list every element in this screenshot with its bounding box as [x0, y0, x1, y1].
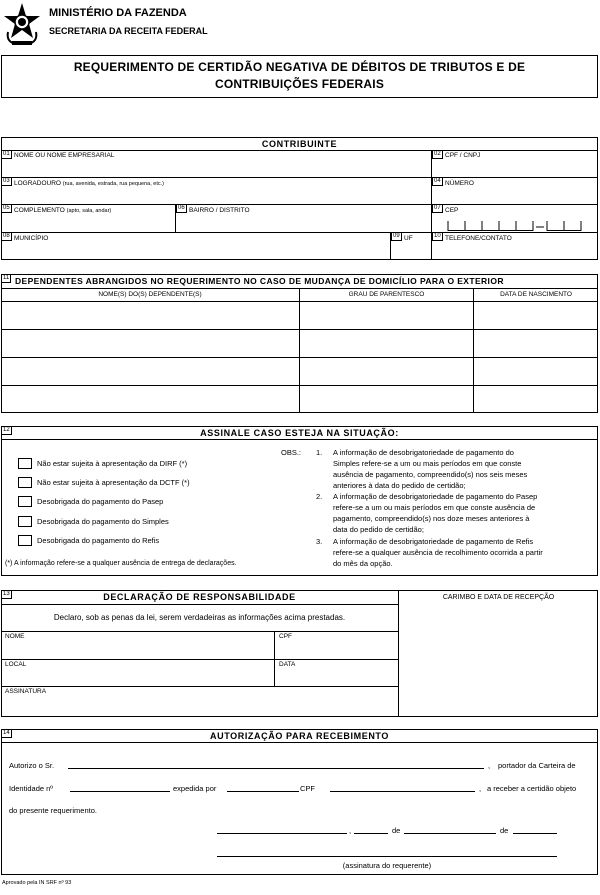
- declaracao-title: DECLARAÇÃO DE RESPONSABILIDADE: [103, 592, 296, 602]
- obs-2-number: 2.: [316, 492, 323, 501]
- obs-2-line: data do pedido de certidão;: [333, 525, 424, 534]
- municipio-field[interactable]: [2, 243, 389, 259]
- field-num-01: 01: [3, 151, 10, 157]
- situacao-footnote: (*) A informação refere-se a qualquer ausência de entrega de declarações.: [5, 560, 237, 567]
- obs-1-line: Simples refere-se a um ou mais períodos em que conste: [333, 459, 522, 468]
- simples-checkbox[interactable]: [18, 516, 32, 527]
- parentesco-header: GRAU DE PARENTESCO: [348, 291, 425, 298]
- declaracao-text: Declaro, sob as penas da lei, serem verdadeiras as informações acima prestadas.: [53, 613, 346, 622]
- field-num-06: 06: [178, 205, 185, 211]
- obs-1-line: ausência de pagamento, compreendido(s) nos seis meses: [333, 470, 528, 479]
- obs-1-number: 1.: [316, 448, 323, 457]
- situacao-title: ASSINALE CASO ESTEJA NA SITUAÇÃO:: [200, 428, 399, 438]
- de-label-1: de: [392, 826, 401, 835]
- month-field[interactable]: [404, 822, 496, 834]
- bairro-field[interactable]: [177, 216, 430, 231]
- municipio-label: MUNICÍPIO: [14, 235, 49, 242]
- logradouro-hint: (rua, avenida, estrada, rua pequena, etc.): [62, 181, 164, 187]
- declaracao-data-field[interactable]: [276, 670, 397, 685]
- dirf-option-label: Não estar sujeita à apresentação da DIRF (*): [37, 459, 188, 468]
- dependentes-title: DEPENDENTES ABRANGIDOS NO REQUERIMENTO NO CASO DE MUDANÇA DE DOMICÍLIO PARA O EXTERIOR: [15, 276, 504, 286]
- ministry-name: MINISTÉRIO DA FAZENDA: [49, 7, 187, 19]
- cpf-cnpj-field[interactable]: [433, 161, 597, 176]
- field-num-09: 09: [393, 233, 400, 239]
- carimbo-label: CARIMBO E DATA DE RECEPÇÃO: [442, 594, 555, 601]
- dependente-row[interactable]: [2, 302, 597, 329]
- obs-2-line: A informação de desobrigatoriedade de pagamento do Pasep: [333, 492, 538, 501]
- obs-3-number: 3.: [316, 537, 323, 546]
- expedida-field[interactable]: [227, 780, 299, 792]
- obs-3-line: do mês da opção.: [333, 559, 393, 568]
- name-field[interactable]: [2, 161, 430, 176]
- form-title-line1: REQUERIMENTO DE CERTIDÃO NEGATIVA DE DÉBITOS DE TRIBUTOS E DE: [73, 60, 526, 74]
- autorizo-comma: ,: [488, 761, 491, 770]
- uf-label: UF: [404, 235, 413, 242]
- autorizacao-cpf-label: CPF: [300, 784, 315, 793]
- dependente-row[interactable]: [2, 358, 597, 385]
- section-num-12: 12: [3, 427, 10, 433]
- logradouro-label-text: LOGRADOURO: [14, 180, 61, 187]
- footer-approval: Aprovado pela IN SRF nº 93: [2, 880, 72, 886]
- autorizo-label: Autorizo o Sr.: [9, 761, 55, 770]
- refis-checkbox[interactable]: [18, 535, 32, 546]
- cpf-comma: ,: [479, 784, 482, 793]
- obs-label: OBS.:: [281, 448, 302, 457]
- presente-label: do presente requerimento.: [9, 806, 97, 815]
- secretariat-name: SECRETARIA DA RECEITA FEDERAL: [49, 26, 208, 36]
- name-field-label: NOME OU NOME EMPRESARIAL: [14, 152, 115, 159]
- logradouro-label: [14, 180, 164, 188]
- numero-field[interactable]: [433, 188, 597, 203]
- complemento-field[interactable]: [2, 216, 174, 231]
- obs-2-line: refere-se a um ou mais períodos em que conste ausência de: [333, 503, 536, 512]
- section-num-11: 11: [3, 275, 10, 281]
- identidade-field[interactable]: [70, 780, 170, 792]
- declaracao-nome-label: NOME: [5, 633, 25, 640]
- requerente-signature-field[interactable]: [217, 845, 557, 857]
- autorizacao-cpf-field[interactable]: [330, 780, 475, 792]
- complemento-label: [14, 207, 111, 215]
- cep-label: CEP: [445, 207, 459, 214]
- local-date-field[interactable]: [217, 822, 347, 834]
- field-num-10: 10: [434, 233, 441, 239]
- complemento-label-text: COMPLEMENTO: [14, 207, 65, 214]
- expedida-label: expedida por: [173, 784, 217, 793]
- local-comma: ,: [349, 826, 352, 835]
- dependente-row[interactable]: [2, 330, 597, 357]
- complemento-hint: (apto, sala, andar): [66, 208, 112, 214]
- simples-option-label: Desobrigada do pagamento do Simples: [37, 517, 169, 526]
- year-field[interactable]: [513, 822, 557, 834]
- coat-of-arms-logo: [2, 2, 42, 46]
- cpf-cnpj-label: CPF / CNPJ: [445, 152, 481, 159]
- dirf-checkbox[interactable]: [18, 458, 32, 469]
- day-field[interactable]: [354, 822, 388, 834]
- de-label-2: de: [500, 826, 509, 835]
- telefone-label: TELEFONE/CONTATO: [445, 235, 512, 242]
- field-num-05: 05: [3, 205, 10, 211]
- identidade-label: Identidade nº: [9, 784, 54, 793]
- cep-field[interactable]: [445, 216, 595, 231]
- obs-1-line: A informação de desobrigatoriedade de pagamento do: [333, 448, 514, 457]
- obs-2-line: pagamento, compreendido(s) nos doze meses anteriores à: [333, 514, 530, 523]
- pasep-checkbox[interactable]: [18, 496, 32, 507]
- pasep-option-label: Desobrigada do pagamento do Pasep: [37, 497, 164, 506]
- declaracao-assinatura-label: ASSINATURA: [5, 688, 47, 695]
- field-num-04: 04: [434, 178, 441, 184]
- dependente-row[interactable]: [2, 386, 597, 412]
- numero-label: NÚMERO: [445, 180, 474, 187]
- assinatura-requerente-label: (assinatura do requerente): [342, 861, 432, 870]
- field-num-02: 02: [434, 151, 441, 157]
- bairro-label: BAIRRO / DISTRITO: [189, 207, 250, 214]
- declaracao-assinatura-field[interactable]: [2, 697, 397, 716]
- dctf-option-label: Não estar sujeita à apresentação da DCTF (*): [37, 478, 190, 487]
- dependente-name-header: NOME(S) DO(S) DEPENDENTE(S): [98, 291, 202, 298]
- obs-3-line: refere-se a qualquer ausência de recolhimento ocorrida a partir: [333, 548, 543, 557]
- telefone-field[interactable]: [433, 243, 597, 259]
- field-num-03: 03: [3, 178, 10, 184]
- nascimento-header: DATA DE NASCIMENTO: [500, 291, 572, 298]
- autorizado-nome-field[interactable]: [68, 757, 484, 769]
- declaracao-nome-field[interactable]: [2, 642, 273, 658]
- form-title-line2: CONTRIBUIÇÕES FEDERAIS: [214, 77, 385, 91]
- section-num-13: 13: [3, 591, 10, 597]
- receber-label: a receber a certidão objeto: [487, 784, 577, 793]
- autorizacao-title: AUTORIZAÇÃO PARA RECEBIMENTO: [210, 731, 389, 741]
- portador-label: portador da Carteira de: [498, 761, 576, 770]
- section-num-14: 14: [3, 730, 10, 736]
- contribuinte-title: CONTRIBUINTE: [261, 139, 338, 149]
- declaracao-local-field[interactable]: [2, 670, 273, 685]
- declaracao-cpf-field[interactable]: [276, 642, 397, 658]
- uf-field[interactable]: [392, 243, 430, 259]
- obs-1-line: anteriores à data do pedido de certidão;: [333, 481, 466, 490]
- field-num-07: 07: [434, 205, 441, 211]
- obs-3-line: A informação de desobrigatoriedade de pagamento de Refis: [333, 537, 534, 546]
- declaracao-cpf-label: CPF: [279, 633, 292, 640]
- field-num-08: 08: [3, 233, 10, 239]
- declaracao-data-label: DATA: [279, 661, 296, 668]
- logradouro-field[interactable]: [2, 188, 430, 203]
- dctf-checkbox[interactable]: [18, 477, 32, 488]
- refis-option-label: Desobrigada do pagamento do Refis: [37, 536, 160, 545]
- declaracao-local-label: LOCAL: [5, 661, 27, 668]
